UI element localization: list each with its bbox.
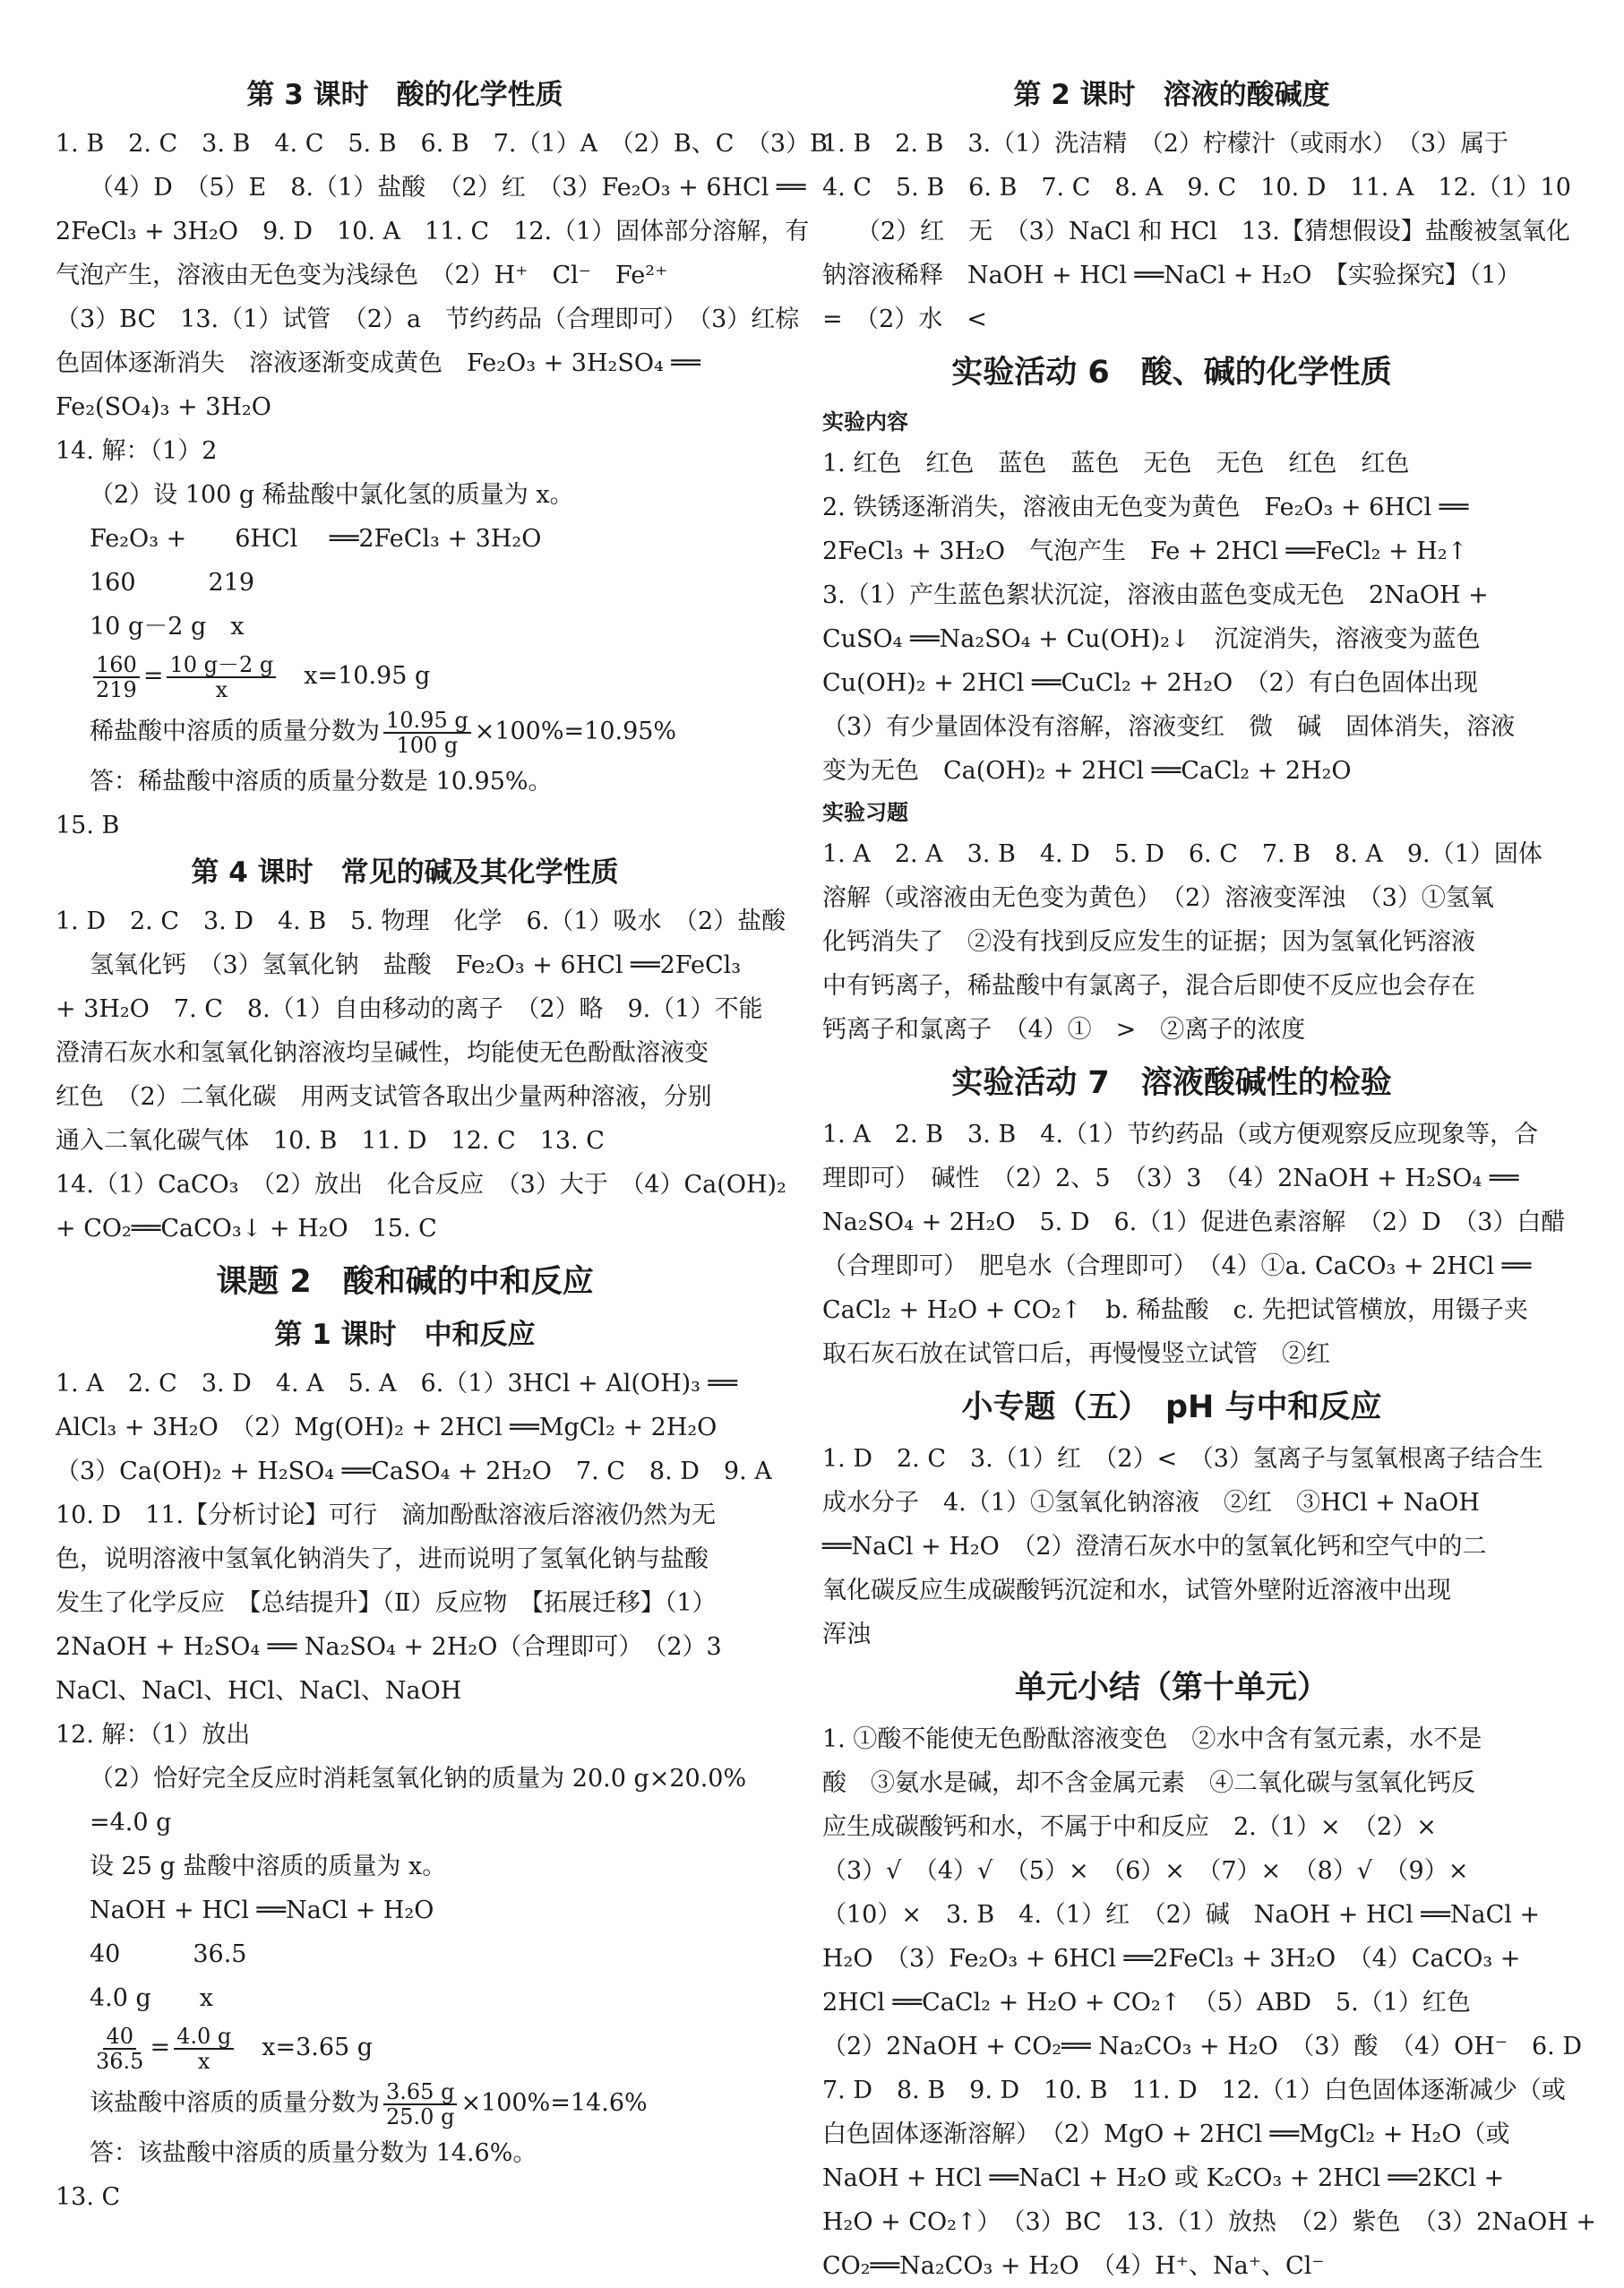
answer-line: ══NaCl + H₂O （2）澄清石灰水中的氢氧化钙和空气中的二 [822,1533,1487,1561]
solution-line: 4.0 g x [90,1984,214,2012]
answer-line: Na₂SO₄ + 2H₂O 5. D 6.（1）促进色素溶解 （2）D （3）白醋 [822,1209,1566,1236]
answer-line: （3）√ （4）√ （5）× （6）× （7）× （8）√ （9）× [822,1857,1469,1885]
answer-line: 2FeCl₃ + 3H₂O 9. D 10. A 11. C 12.（1）固体部分溶解，有 [56,218,810,245]
answer-line: 红色 （2）二氧化碳 用两支试管各取出少量两种溶液，分别 [56,1083,712,1111]
solution-line: =4.0 g [90,1809,172,1836]
answer-line: 15. B [56,812,120,839]
right-column [822,70,1596,2288]
answer-line: （2）红 无 （3）NaCl 和 HCl 13.【猜想假设】盐酸被氢氧化 [856,218,1570,245]
solution-line: Fe₂O₃ + 6HCl ══2FeCl₃ + 3H₂O [90,525,542,553]
ph-answers [822,122,1571,341]
activity-7-answers [822,1113,1566,1376]
section-title-activity-6: 实验活动 6 酸、碱的化学性质 [951,355,1392,391]
answer-line: H₂O + CO₂↑） （3）BC 13.（1）放热 （2）紫色 （3）2NaOH + [822,2208,1596,2236]
subsection-label: 实验内容 [822,409,908,434]
answer-line: 溶解（或溶液由无色变为黄色） （2）溶液变浑浊 （3）①氢氧 [822,884,1494,912]
acid-properties-answers [56,122,828,429]
solution-answer: 答：稀盐酸中溶质的质量分数是 10.95%。 [90,768,553,796]
answer-line: Cu(OH)₂ + 2HCl ══CuCl₂ + 2H₂O （2）有白色固体出现 [822,669,1478,697]
answer-line: 理即可） 碱性 （2）2、5 （3）3 （4）2NaOH + H₂SO₄ ══ [822,1165,1519,1192]
special-topic-answers [822,1437,1543,1656]
fraction: $\frac{10.95 g}{100 g}$ [383,709,471,757]
solution-line: （2）恰好完全反应时消耗氢氧化钠的质量为 20.0 g×20.0% [90,1765,747,1793]
question-12-solution [56,1713,754,2219]
activity-6-content-answers [822,442,1521,793]
answer-line: + 3H₂O 7. C 8.（1）自由移动的离子 （2）略 9.（1）不能 [56,995,763,1023]
answer-line: 13. C [56,2183,121,2211]
answer-line: （3）Ca(OH)₂ + H₂SO₄ ══CaSO₄ + 2H₂O 7. C 8. D 9. A [56,1458,772,1485]
answer-line: 4. C 5. B 6. B 7. C 8. A 9. C 10. D 11. A 12.（1）10 [822,174,1571,202]
solution-line: 14. 解：（1）2 [56,437,218,465]
answer-line: （10）× 3. B 4.（1）红 （2）碱 NaOH + HCl ══NaCl + [822,1901,1541,1929]
answer-line: 7. D 8. B 9. D 10. B 11. D 12.（1）白色固体逐渐减少（或 [822,2077,1566,2104]
answer-line: 1. B 2. C 3. B 4. C 5. B 6. B 7.（1）A （2）B、C （3）B [56,130,828,158]
mass-fraction-equation: 稀盐酸中溶质的质量分数为 $\frac{10.95 g}{100 g}$ ×100%=10.95% [90,707,677,758]
answer-line: 成水分子 4.（1）①氢氧化钠溶液 ②红 ③HCl + NaOH [822,1489,1480,1517]
answer-line: 10. D 11.【分析讨论】可行 滴加酚酞溶液后溶液仍然为无 [56,1501,717,1529]
answer-line: 2FeCl₃ + 3H₂O 气泡产生 Fe + 2HCl ══FeCl₂ + H₂↑ [822,538,1468,565]
answer-line: 1. B 2. B 3.（1）洗洁精 （2）柠檬汁（或雨水） （3）属于 [822,130,1509,158]
solution-answer: 答：该盐酸中溶质的质量分数为 14.6%。 [90,2139,537,2167]
solution-line: 设 25 g 盐酸中溶质的质量为 x。 [90,1853,447,1880]
answer-line: H₂O （3）Fe₂O₃ + 6HCl ══2FeCl₃ + 3H₂O （4）CaCO₃ + [822,1945,1521,1973]
section-title-special-topic-5: 小专题（五） pH 与中和反应 [961,1389,1382,1425]
answer-line: 气泡产生，溶液由无色变为浅绿色 （2）H⁺ Cl⁻ Fe²⁺ [56,262,668,289]
answer-line: 发生了化学反应 【总结提升】（Ⅱ）反应物 【拓展迁移】（1） [56,1589,717,1617]
question-14-solution [56,429,754,847]
answer-line: 取石灰石放在试管口后，再慢慢竖立试管 ②红 [822,1340,1330,1368]
unit-summary-answers [822,1717,1596,2288]
section-title-neutralization: 第 1 课时 中和反应 [274,1319,536,1351]
answer-line: 钙离子和氯离子 （4）① > ②离子的浓度 [822,1016,1306,1044]
solution-line: 12. 解：（1）放出 [56,1721,251,1749]
answer-line: 1. A 2. A 3. B 4. D 5. D 6. C 7. B 8. A 9.（1）固体 [822,840,1542,868]
answer-line: 14.（1）CaCO₃ （2）放出 化合反应 （3）大于 （4）Ca(OH)₂ [56,1171,786,1199]
answer-line: 酸 ③氨水是碱，却不含金属元素 ④二氧化碳与氢氧化钙反 [822,1769,1475,1797]
section-title-activity-7: 实验活动 7 溶液酸碱性的检验 [951,1065,1392,1101]
fraction: $\frac{40}{36.5}$ [96,2023,144,2074]
solution-line: NaOH + HCl ══NaCl + H₂O [90,1897,434,1924]
answer-line: （4）D （5）E 8.（1）盐酸 （2）红 （3）Fe₂O₃ + 6HCl ══ [90,174,806,202]
answer-line: 应生成碳酸钙和水，不属于中和反应 2.（1）× （2）× [822,1813,1437,1841]
answer-line: + CO₂══CaCO₃↓ + H₂O 15. C [56,1215,437,1243]
fraction: $\frac{4.0 g}{x}$ [174,2025,234,2073]
answer-line: CaCl₂ + H₂O + CO₂↑ b. 稀盐酸 c. 先把试管横放，用镊子夹 [822,1296,1528,1324]
answer-line: 中有钙离子，稀盐酸中有氯离子，混合后即使不反应也会存在 [822,972,1475,1000]
answer-line: 澄清石灰水和氢氧化钠溶液均呈碱性，均能使无色酚酞溶液变 [56,1039,709,1067]
answer-line: 浑浊 [822,1621,871,1648]
answer-line: 色固体逐渐消失 溶液逐渐变成黄色 Fe₂O₃ + 3H₂SO₄ ══ [56,349,700,377]
answer-line: 氧化碳反应生成碳酸钙沉淀和水，试管外壁附近溶液中出现 [822,1577,1451,1604]
solution-line: （2）设 100 g 稀盐酸中氯化氢的质量为 x。 [90,481,574,509]
lesson-title-neutralization: 课题 2 酸和碱的中和反应 [216,1264,594,1300]
answer-line: （3）BC 13.（1）试管 （2）a 节约药品（合理即可） （3）红棕 [56,305,800,333]
answer-line: 3.（1）产生蓝色絮状沉淀，溶液由蓝色变成无色 2NaOH + [822,581,1489,609]
bases-answers [56,899,786,1251]
activity-6-exercise-answers [822,832,1542,1052]
fraction: $\frac{10 g-2 g}{x}$ [167,653,276,701]
section-title-unit-summary: 单元小结（第十单元） [1014,1670,1328,1706]
section-title-acid-properties: 第 3 课时 酸的化学性质 [246,79,563,111]
solution-line: 10 g－2 g x [90,613,245,641]
section-title-bases: 第 4 课时 常见的碱及其化学性质 [191,856,619,889]
answer-line: 1. A 2. C 3. D 4. A 5. A 6.（1）3HCl + Al(OH)₃ ══ [56,1370,738,1398]
neutralization-answers [56,1362,772,1713]
answer-line: 2. 铁锈逐渐消失，溶液由无色变为黄色 Fe₂O₃ + 6HCl ══ [822,494,1469,521]
answer-line: = （2）水 < [822,305,987,333]
answer-line: Fe₂(SO₄)₃ + 3H₂O [56,393,271,421]
solution-line: 160 219 [90,569,255,597]
answer-line: 2NaOH + H₂SO₄ ══ Na₂SO₄ + 2H₂O（合理即可） （2）3 [56,1633,722,1661]
answer-line: 1. A 2. B 3. B 4.（1）节约药品（或方便观察反应现象等，合 [822,1121,1539,1148]
subsection-label: 实验习题 [822,800,908,825]
section-title-ph: 第 2 课时 溶液的酸碱度 [1013,79,1330,111]
answer-line: 1. ①酸不能使无色酚酞溶液变色 ②水中含有氢元素，水不是 [822,1725,1482,1753]
answer-line: CuSO₄ ══Na₂SO₄ + Cu(OH)₂↓ 沉淀消失，溶液变为蓝色 [822,625,1481,653]
solution-line: 40 36.5 [90,1940,247,1968]
answer-line: （3）有少量固体没有溶解，溶液变红 微 碱 固体消失，溶液 [822,713,1516,741]
proportion-equation: $\frac{40}{36.5}$ = $\frac{4.0 g}{x}$ x=3.65 g [56,2020,754,2076]
answer-line: 氢氧化钙 （3）氢氧化钠 盐酸 Fe₂O₃ + 6HCl ══2FeCl₃ [90,951,742,979]
mass-fraction-equation: 该盐酸中溶质的质量分数为 $\frac{3.65 g}{25.0 g}$ ×100%=14.6% [90,2078,648,2129]
answer-line: 1. 红色 红色 蓝色 蓝色 无色 无色 红色 红色 [822,450,1410,477]
answer-line: 白色固体逐渐溶解） （2）MgO + 2HCl ══MgCl₂ + H₂O（或 [822,2120,1510,2148]
left-column [56,70,828,2219]
answer-line: 色，说明溶液中氢氧化钠消失了，进而说明了氢氧化钠与盐酸 [56,1545,709,1573]
answer-line: NaCl、NaCl、HCl、NaCl、NaOH [56,1677,462,1705]
proportion-equation: $\frac{160}{219}$ = $\frac{10 g-2 g}{x}$ x=10.95 g [56,649,754,704]
answer-line: NaOH + HCl ══NaCl + H₂O 或 K₂CO₃ + 2HCl ══2KCl + [822,2164,1505,2192]
answer-line: 钠溶液稀释 NaOH + HCl ══NaCl + H₂O 【实验探究】（1） [822,262,1521,289]
answer-line: （2）2NaOH + CO₂══ Na₂CO₃ + H₂O （3）酸 （4）OH⁻ 6. D [822,2033,1582,2060]
fraction: $\frac{3.65 g}{25.0 g}$ [383,2080,457,2129]
answer-line: 通入二氧化碳气体 10. B 11. D 12. C 13. C [56,1127,605,1155]
answer-line: AlCl₃ + 3H₂O （2）Mg(OH)₂ + 2HCl ══MgCl₂ + 2H₂O [56,1414,717,1441]
answer-line: （合理即可） 肥皂水（合理即可） （4）①a. CaCO₃ + 2HCl ══ [822,1252,1532,1280]
answer-line: 化钙消失了 ②没有找到反应发生的证据；因为氢氧化钙溶液 [822,928,1475,956]
answer-line: 1. D 2. C 3.（1）红 （2）< （3）氢离子与氢氧根离子结合生 [822,1445,1543,1473]
answer-line: 1. D 2. C 3. D 4. B 5. 物理 化学 6.（1）吸水 （2）盐酸 [56,907,786,935]
answer-line: 2HCl ══CaCl₂ + H₂O + CO₂↑ （5）ABD 5.（1）红色 [822,1989,1471,2017]
answer-line: 变为无色 Ca(OH)₂ + 2HCl ══CaCl₂ + 2H₂O [822,757,1352,785]
fraction: $\frac{160}{219}$ [93,653,140,701]
answer-line: CO₂══Na₂CO₃ + H₂O （4）H⁺、Na⁺、Cl⁻ [822,2252,1325,2280]
